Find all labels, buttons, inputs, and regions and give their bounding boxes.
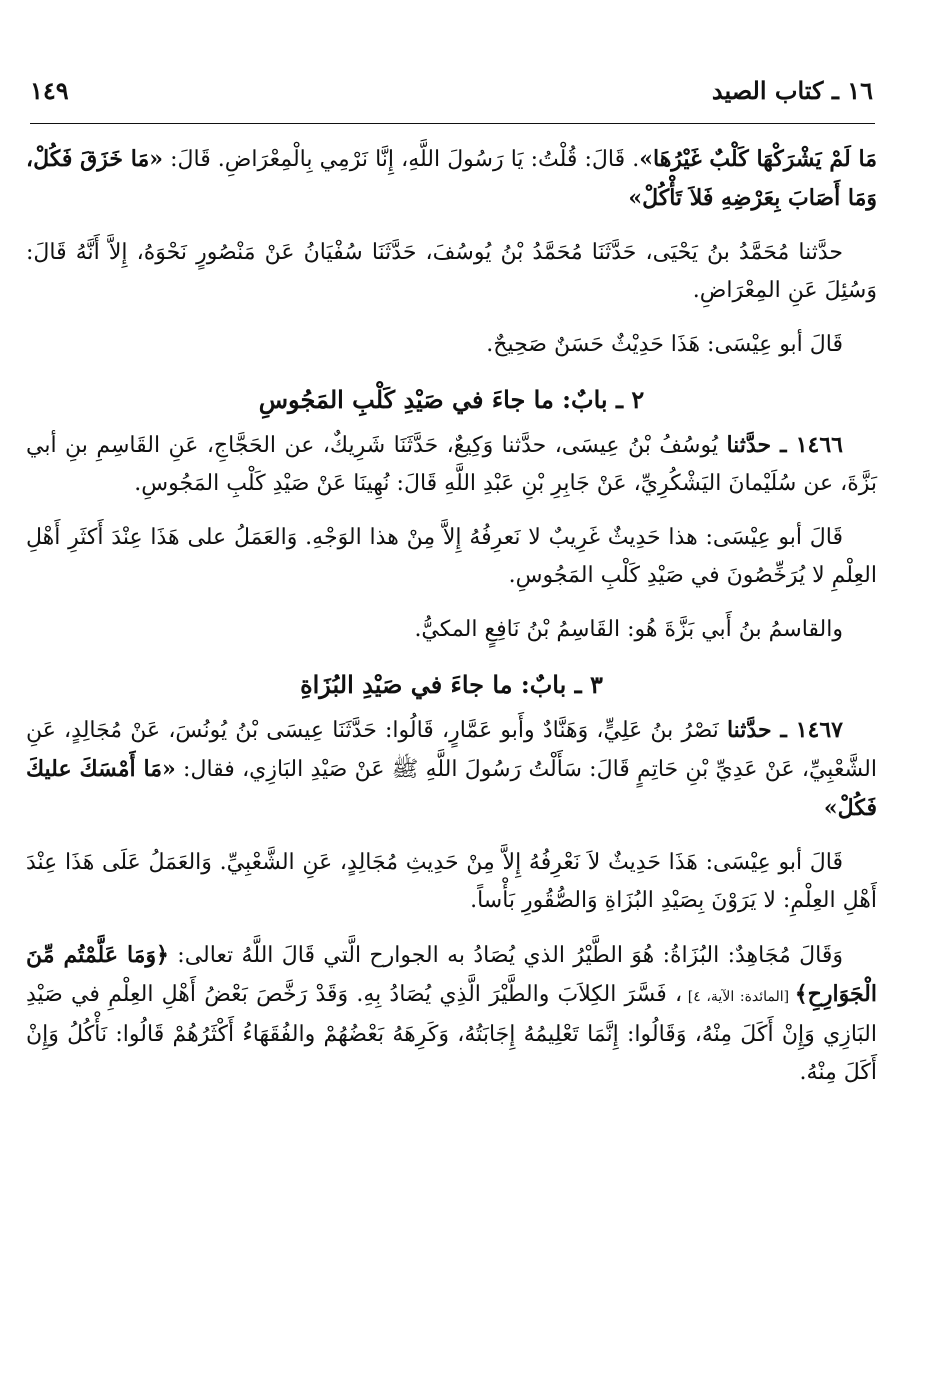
hadith-text: يُوسُفُ بْنُ عِيسَى، حدَّثنا وَكِيعٌ، حَدَّثَنَا شَرِيكٌ، عن الحَجَّاجِ، عَنِ القَاسِمِ بنِ أبي بَزَّةَ، عن سُلَيْمانَ اليَشْكُرِيِّ، عَنْ جَابِرِ بْنِ عَبْدِ اللَّهِ قَالَ: نُهِينَا عَنْ صَيْدِ كَلْبِ المَجُوسِ. [26, 433, 877, 496]
page-header [30, 76, 873, 108]
prophetic-quote: «مَا خَزَقَ فَكُلْ، وَمَا أَصَابَ بِعَرْضِهِ فَلاَ تَأْكُلْ» [26, 146, 877, 211]
prophetic-quote: «مَا أَمْسَكَ عليكَ فَكُلْ» [26, 756, 877, 821]
hadith-continuation [26, 140, 877, 218]
chapter-heading: ٢ ـ بابٌ: ما جاءَ في صَيْدِ كَلْبِ المَجُوسِ [258, 385, 645, 414]
chapter-title: ١٦ ـ كتاب الصيد [711, 76, 873, 105]
paragraph-text: وَقَالَ مُجَاهِدٌ: البُزَاةُ: هُوَ الطَّيْرُ الذي يُصَادُ به الجوارح الَّتي قَالَ اللَّهُ تعالى: [168, 943, 843, 968]
chapter-heading: ٣ ـ بابٌ: ما جاءَ في صَيْدِ البُزَاةِ [300, 670, 603, 699]
isnad-paragraph: حدَّثنا مُحَمَّدُ بنُ يَحْيَى، حَدَّثَنَا مُحَمَّدُ بْنُ يُوسُفَ، حَدَّثَنَا سُفْيَانُ عَنْ مَنْصُورٍ نَحْوَهُ، إِلاَّ أَنَّهُ قَالَ: وَسُئِلَ عَنِ المِعْرَاضِ. [26, 240, 877, 303]
hadith-text: نَصْرُ بنُ عَلِيٍّ، وَهَنَّادٌ وأَبو عَمَّارٍ، قَالُوا: حَدَّثَنَا عِيسَى بْنُ يُونُسَ، عَنْ مُجَالِدٍ، عَنِ الشَّعْبِيِّ، عَنْ عَدِيِّ بْنِ حَاتِمٍ قَالَ: سَأَلْتُ رَسُولَ اللَّهِ ﷺ عَنْ صَيْدِ البَازِي، فقال: [26, 718, 877, 782]
prophetic-quote: مَا لَمْ يَشْرَكْهَا كَلْبٌ غَيْرُهَا» [639, 146, 878, 172]
narration-text: . قَالَ: قُلْتُ: يَا رَسُولَ اللَّهِ، إِنَّا نَرْمِي بِالْمِعْرَاضِ. قَالَ: [163, 147, 640, 172]
hadith-number: ١٤٦٧ ـ حدَّثنا [726, 717, 843, 743]
paragraph-text: ، فَسَّرَ الكِلاَبَ والطَّيْرَ الَّذِي يُصَادُ بِهِ. وَقَدْ رَخَّصَ بَعْضُ أَهْلِ العِلْمِ في صَيْدِ البَازِي وَإِنْ أَكَلَ مِنْهُ، وَقَالُوا: إِنَّمَا تَعْلِيمُهُ إِجَابَتُهُ، وَكَرِهَهُ بَعْضُهُمْ والفُقَهَاءُ أَكْثَرُهُمْ قَالُوا: نَأْكُلُ وَإِنْ أَكَلَ مِنْهُ. [26, 982, 877, 1085]
hadith-1466 [26, 426, 877, 503]
verse-reference: [المائدة: الآية، ٤] [682, 989, 795, 1005]
page-body [26, 140, 877, 1092]
quran-verse: ﴿وَمَا عَلَّمْتُم مِّنَ الْجَوَارِحِ﴾ [26, 942, 877, 1007]
grading-paragraph: قَالَ أبو عِيْسَى: هَذَا حَدِيْثٌ حَسَنٌ صَحِيحٌ. [486, 332, 843, 357]
narrator-note: والقاسمُ بنُ أَبي بَزَّةَ هُو: القَاسِمُ بْنُ نَافِعٍ المكيُّ. [414, 617, 843, 642]
hadith-1467 [26, 711, 877, 828]
commentary-paragraph: قَالَ أبو عِيْسَى: هذا حَدِيثٌ غَرِيبٌ لا نَعرِفُهُ إِلاَّ مِنْ هذا الوَجْهِ. وَالعَمَلُ على هَذَا عِنْدَ أَكثَرِ أَهْلِ العِلْمِ لا يُرَخِّصُونَ في صَيْدِ كَلْبِ المَجُوسِ. [26, 525, 877, 588]
hadith-number: ١٤٦٦ ـ حدَّثنا [726, 432, 843, 458]
page-number: ١٤٩ [30, 76, 69, 105]
mujahid-paragraph [26, 936, 877, 1092]
header-rule [30, 123, 875, 124]
commentary-paragraph: قَالَ أبو عِيْسَى: هَذَا حَدِيثٌ لاَ نَعْرِفُهُ إِلاَّ مِنْ حَدِيثِ مُجَالِدٍ، عَنِ الشَّعْبِيِّ. وَالعَمَلُ عَلَى هَذَا عِنْدَ أَهْلِ العِلْمِ: لا يَرَوْنَ بِصَيْدِ البُزَاةِ وَالصُّقُورِ بَأْساً. [26, 850, 877, 913]
